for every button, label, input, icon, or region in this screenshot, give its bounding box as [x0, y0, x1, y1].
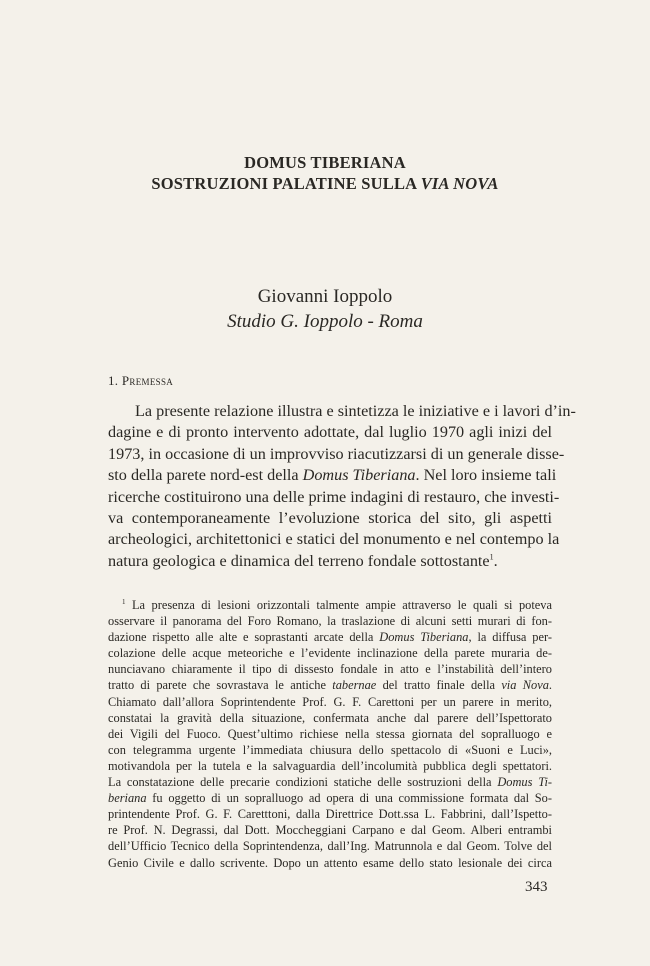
body-line: dagine e di pronto intervento adottate, dal luglio 1970 agli inizi del [108, 423, 552, 442]
title-line-2-italic: VIA NOVA [420, 174, 499, 193]
footnote-italic: via Nova [501, 678, 549, 693]
article-title [0, 152, 650, 194]
page-number: 343 [525, 879, 548, 895]
section-number: 1. [108, 373, 122, 388]
footnote-text: dazione rispetto alle alte e soprastanti arcate della [108, 630, 380, 645]
footnote-line: dell’Ufficio Tecnico della Soprintendenza, dall’Ing. Matrunnola e dal Geom. Tolve del [108, 839, 552, 854]
footnote-text: La presenza di lesioni orizzontali talmente ampie attraverso le quali si poteva [131, 598, 552, 612]
footnote-line [108, 629, 552, 645]
footnote-italic: Domus Ti- [497, 775, 553, 790]
footnote-line [108, 774, 552, 790]
footnote-italic: beriana [108, 791, 147, 806]
footnote-line: dei Vigili del Fuoco. Quest’ultimo richiese nella stessa giornata del sopralluogo e [108, 726, 552, 741]
body-text: natura geologica e dinamica del terreno fondale sottostante [108, 551, 490, 570]
body-line [108, 465, 557, 486]
title-line-2-text: SOSTRUZIONI PALATINE SULLA [151, 174, 421, 193]
footnote-line [108, 790, 552, 806]
footnote-line: con telegramma urgente l’immediata chiusura dello spettacolo di «Suoni e Luci», [108, 742, 552, 757]
body-line: va contemporaneamente l’evoluzione storica del sito, gli aspetti [108, 508, 552, 527]
footnote-text: . [548, 678, 552, 693]
body-paragraph [108, 401, 576, 572]
footnote-text: , la diffusa per- [468, 630, 553, 645]
footnote-line [108, 597, 552, 613]
author-affiliation: Studio G. Ioppolo - Roma [227, 311, 423, 332]
footnote-italic: tabernae [332, 678, 377, 693]
footnote-text: del tratto finale della [376, 678, 502, 693]
body-line: archeologici, architettonici e statici del monumento e nel contempo la [108, 530, 560, 549]
footnote-text: La constatazione delle precarie condizioni statiche delle sostruzioni della [108, 775, 498, 790]
body-text: sto della parete nord-est della [108, 466, 303, 485]
title-line-2 [0, 173, 650, 194]
body-line: ricerche costituirono una delle prime indagini di restauro, che investi- [108, 487, 560, 506]
footnote-line: nunciavano chiaramente il tipo di dissesto fondale in atto e l’instabilità dell’intero [108, 662, 552, 677]
footnote-line: printendente Prof. G. F. Caretttoni, dalla Direttrice Dott.ssa L. Fabbrini, dall’Ispetto- [108, 807, 552, 822]
body-line [108, 551, 552, 572]
footnote-text: tratto di parete che sovrastava le antiche [108, 678, 333, 693]
section-heading [108, 373, 173, 389]
footnote-line: Genio Civile e dallo scrivente. Dopo un attento esame dello stato lesionale dei circa [108, 855, 552, 870]
footnote-reference: 1 [489, 552, 494, 562]
body-line: 1973, in occasione di un improvviso riacutizzarsi di un generale disse- [108, 444, 565, 463]
section-title: Premessa [121, 373, 174, 388]
title-line-1: DOMUS TIBERIANA [244, 153, 406, 172]
footnote [108, 597, 552, 871]
body-italic: Domus Tiberiana [302, 466, 416, 485]
body-text: . [493, 551, 498, 570]
body-line: La presente relazione illustra e sintetizza le iniziative e i lavori d’in- [135, 402, 576, 420]
footnote-line: re Prof. N. Degrassi, dal Dott. Moccheggiani Carpano e dal Geom. Alberi entrambi [108, 823, 552, 838]
author-name: Giovanni Ioppolo [257, 286, 393, 307]
body-text: . Nel loro insieme tali [415, 466, 557, 485]
footnote-line [108, 677, 552, 693]
footnote-line: colazione delle acque meteoriche e l’evidente inclinazione della parete muraria de- [108, 646, 552, 661]
author-block [0, 284, 650, 334]
footnote-line: motivandola per la tutela e la salvaguardia dell’incolumità pubblica degli spettatori. [108, 758, 552, 773]
footnote-text: fu oggetto di un sopralluogo ad opera di una commissione formata dal So- [146, 791, 552, 806]
footnote-line: constatai la gravità della situazione, confermata anche dal parere dell’Ispettorato [108, 710, 552, 725]
footnote-italic: Domus Tiberiana [379, 630, 469, 645]
footnote-line: osservare il panorama del Foro Romano, la traslazione di alcuni setti murari di fon- [108, 614, 552, 629]
footnote-mark: 1 [122, 597, 126, 606]
footnote-line: Chiamato dall’allora Soprintendente Prof. G. F. Carettoni per un parere in merito, [108, 694, 552, 709]
